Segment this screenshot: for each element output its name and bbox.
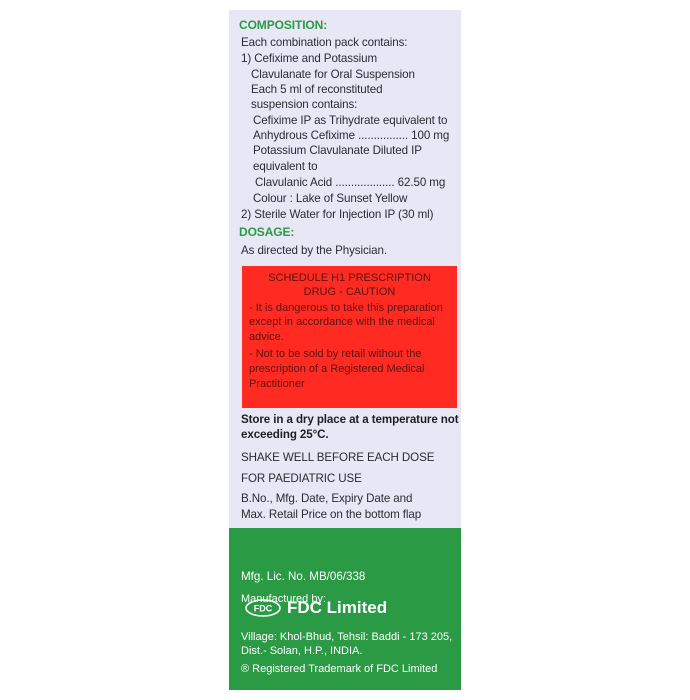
schedule-h1-warning-box bbox=[242, 266, 457, 408]
composition-line: 1) Cefixime and Potassium bbox=[241, 52, 378, 65]
mfg-license: Mfg. Lic. No. MB/06/338 bbox=[241, 570, 366, 583]
batch-info-line: B.No., Mfg. Date, Expiry Date and bbox=[241, 492, 413, 505]
company-name: FDC Limited bbox=[287, 598, 388, 617]
fdc-logo-text: FDC bbox=[253, 603, 273, 614]
composition-line: Clavulanate for Oral Suspension bbox=[251, 68, 415, 81]
composition-line: Each combination pack contains: bbox=[241, 36, 408, 49]
composition-line: Anhydrous Cefixime ................ 100 mg bbox=[253, 129, 450, 142]
composition-line: Cefixime IP as Trihydrate equivalent to bbox=[253, 114, 448, 127]
paediatric-use: FOR PAEDIATRIC USE bbox=[241, 472, 362, 485]
dosage-text: As directed by the Physician. bbox=[241, 244, 387, 257]
storage-line: Store in a dry place at a temperature not bbox=[241, 413, 459, 426]
warning-line: advice. bbox=[249, 331, 284, 343]
warning-line: except in accordance with the medical bbox=[249, 316, 435, 328]
composition-heading: COMPOSITION: bbox=[239, 18, 328, 32]
address-line: Dist.- Solan, H.P., INDIA. bbox=[241, 645, 363, 657]
dosage-heading: DOSAGE: bbox=[239, 225, 295, 239]
address-line: Village: Khol-Bhud, Tehsil: Baddi - 173 205, bbox=[241, 631, 453, 643]
shake-instruction: SHAKE WELL BEFORE EACH DOSE bbox=[241, 451, 435, 464]
storage-line: exceeding 25°C. bbox=[241, 428, 329, 441]
trademark-notice: ® Registered Trademark of FDC Limited bbox=[241, 663, 438, 675]
composition-line: Colour : Lake of Sunset Yellow bbox=[253, 192, 408, 205]
warning-title: SCHEDULE H1 PRESCRIPTION bbox=[268, 272, 431, 284]
warning-line: Practitioner bbox=[249, 378, 305, 390]
batch-info-line: Max. Retail Price on the bottom flap bbox=[241, 508, 422, 521]
composition-line: 2) Sterile Water for Injection IP (30 ml) bbox=[241, 208, 434, 221]
composition-line: suspension contains: bbox=[251, 98, 358, 111]
warning-line: - Not to be sold by retail without the bbox=[249, 348, 422, 360]
warning-line: - It is dangerous to take this preparation bbox=[249, 302, 443, 314]
composition-line: Each 5 ml of reconstituted bbox=[251, 83, 383, 96]
carton-side-panel bbox=[229, 10, 461, 690]
composition-line: Potassium Clavulanate Diluted IP bbox=[253, 144, 422, 157]
warning-line: prescription of a Registered Medical bbox=[249, 363, 425, 375]
composition-line: equivalent to bbox=[253, 160, 318, 173]
manufactured-by-label: Manufactured by: bbox=[241, 593, 326, 605]
composition-line: Clavulanic Acid ................... 62.50 mg bbox=[255, 176, 446, 189]
warning-subtitle: DRUG - CAUTION bbox=[303, 286, 396, 298]
fdc-logo-icon bbox=[245, 599, 281, 617]
label-upper-section bbox=[229, 10, 461, 528]
